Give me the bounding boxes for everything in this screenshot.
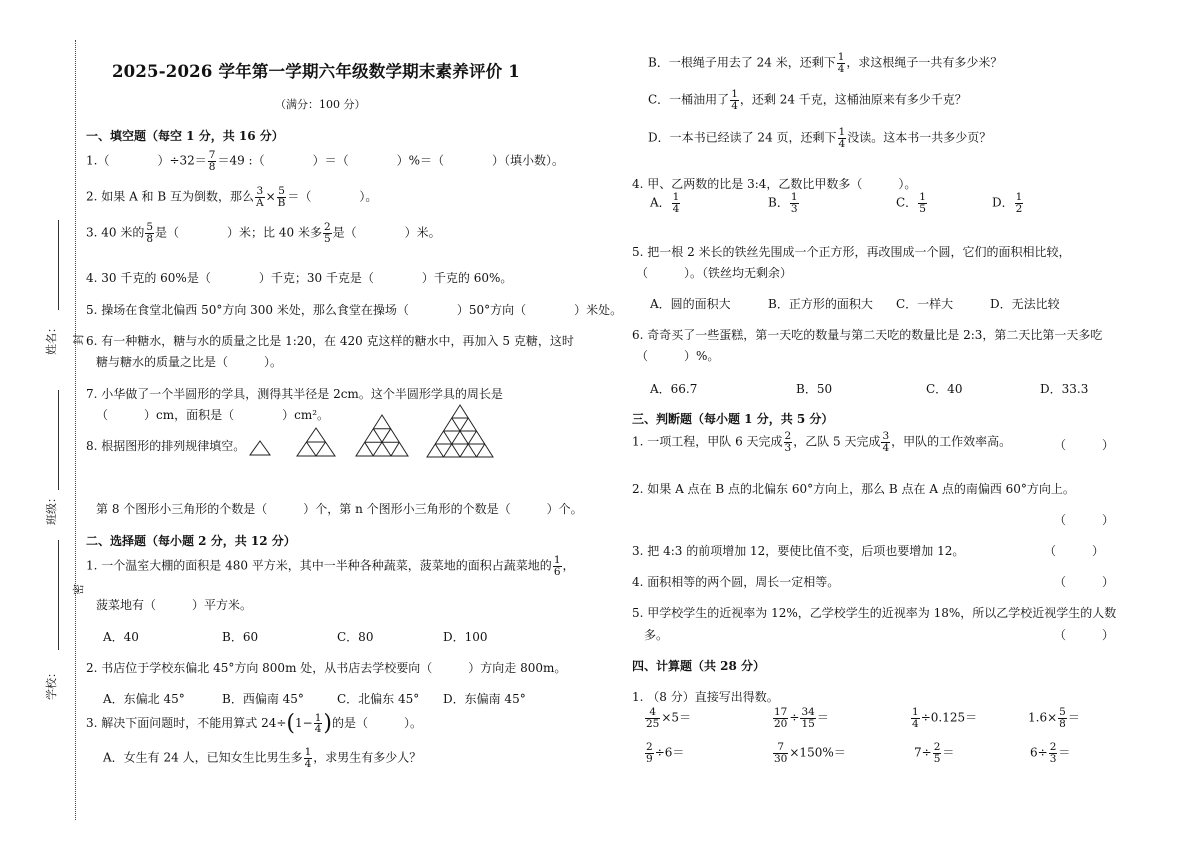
s2-q4-opt-c: C． $\frac{1}{5}$ [896, 191, 926, 215]
page-title: 2025-2026 学年第一学期六年级数学期末素养评价 1 [112, 62, 520, 81]
s3-q3: 3. 把 4:3 的前项增加 12，要使比值不变，后项也要增加 12。 [632, 544, 965, 558]
s2-q6-opt-d: D．33.3 [1040, 382, 1089, 396]
s3-q4-answer-paren[interactable]: （ ） [1054, 575, 1115, 589]
s2-q4-opt-d: D． $\frac{1}{2}$ [992, 191, 1023, 215]
s2-q1-opt-c: C．80 [337, 630, 374, 644]
full-score: （满分：100 分） [275, 98, 366, 111]
s1-q4: 4. 30 千克的 60%是（ ）千克；30 千克是（ ）千克的 60%。 [86, 271, 513, 285]
s2-q3: 3. 解决下面问题时，不能用算式 24÷(1− $\frac{1}{4}$ )的是（ ）。 [86, 711, 422, 736]
seal-mark-2: 密 [72, 584, 85, 595]
school-blank-line [58, 540, 59, 650]
s2-q5-opt-a: A．圆的面积大 [650, 297, 731, 311]
name-label: 姓名： [45, 322, 58, 355]
calc-item-1: $\frac{4}{25}$ ×5＝ [646, 706, 692, 730]
class-blank-line [58, 390, 59, 490]
s2-q1-opt-a: A．40 [103, 630, 139, 644]
s2-q2-opt-c: C．北偏东 45° [337, 692, 420, 706]
s2-q5-opt-c: C．一样大 [896, 297, 954, 311]
s1-q8-line1: 8. 根据图形的排列规律填空。 [86, 439, 246, 453]
s3-q5-line1: 5. 甲学校学生的近视率为 12%，乙学校学生的近视率为 18%，所以乙学校近视学生的人数 [632, 606, 1117, 620]
s1-q3: 3. 40 米的 $\frac{5}{8}$ 是（ ）米；比 40 米多 $\frac{2}{5}$ 是（ ）米。 [86, 221, 441, 245]
s3-q2: 2. 如果 A 点在 B 点的北偏东 60°方向上，那么 B 点在 A 点的南偏西 60°方向上。 [632, 482, 1075, 496]
s3-q1-answer-paren[interactable]: （ ） [1054, 438, 1115, 452]
section-1-header: 一、填空题（每空 1 分，共 16 分） [86, 129, 284, 143]
s2-q3-opt-c: C．一桶油用了 $\frac{1}{4}$ ，还剩 24 千克，这桶油原来有多少千克？ [648, 88, 967, 112]
s2-q1-line1: 1. 一个温室大棚的面积是 480 平方米，其中一半种各种蔬菜，菠菜地的面积占蔬菜地的 $\frac{1}{6}$ ， [86, 554, 575, 578]
s2-q5-line2: （ ）。（铁丝均无剩余） [636, 266, 793, 280]
s2-q3-opt-d: D．一本书已经读了 24 页，还剩下 $\frac{1}{4}$ 没读。这本书一共多少页？ [648, 126, 992, 150]
triangle-figure-4 [426, 404, 494, 458]
s2-q1-line2: 菠菜地有（ ）平方米。 [96, 598, 253, 612]
s1-q6-line1: 6. 有一种糖水，糖与水的质量之比是 1:20，在 420 克这样的糖水中，再加入 5 克糖，这时 [86, 334, 574, 348]
calc-item-7: 7÷ $\frac{2}{5}$ ＝ [914, 741, 955, 765]
s2-q6-opt-a: A．66.7 [650, 382, 698, 396]
s2-q3-opt-b: B．一根绳子用去了 24 米，还剩下 $\frac{1}{4}$ ，求这根绳子一共有多少米？ [648, 51, 1003, 75]
s2-q6-line2: （ ）%。 [636, 349, 720, 363]
triangle-figure-3 [355, 414, 409, 457]
triangle-figure-2 [296, 427, 336, 457]
s2-q6-line1: 6. 奇奇买了一些蛋糕，第一天吃的数量与第二天吃的数量比是 2:3，第二天比第一天多吃 [632, 328, 1103, 342]
s3-q2-answer-paren[interactable]: （ ） [1054, 513, 1115, 527]
school-label: 学校： [45, 667, 58, 700]
calc-item-6: $\frac{7}{30}$ ×150%＝ [774, 741, 846, 765]
section-4-header: 四、计算题（共 28 分） [632, 659, 766, 673]
s2-q6-opt-c: C．40 [926, 382, 963, 396]
s1-q6-line2: 糖与糖水的质量之比是（ ）。 [96, 355, 283, 369]
s2-q1-opt-b: B．60 [222, 630, 259, 644]
s1-q8-line2: 第 8 个图形小三角形的个数是（ ）个，第 n 个图形小三角形的个数是（ ）个。 [96, 502, 583, 516]
s3-q4: 4. 面积相等的两个圆，周长一定相等。 [632, 575, 840, 589]
s1-q5: 5. 操场在食堂北偏西 50°方向 300 米处，那么食堂在操场（ ）50°方向（ ）米处。 [86, 303, 623, 317]
s2-q4: 4. 甲、乙两数的比是 3:4，乙数比甲数多（ ）。 [632, 177, 917, 191]
s3-q5-line2: 多。 [644, 628, 669, 642]
s2-q4-opt-a: A． $\frac{1}{4}$ [650, 191, 680, 215]
calc-item-8: 6÷ $\frac{2}{3}$ ＝ [1030, 741, 1071, 765]
calc-item-4: 1.6× $\frac{5}{8}$ ＝ [1028, 706, 1080, 730]
calc-item-2: $\frac{17}{20}$ ÷ $\frac{34}{15}$ ＝ [774, 706, 829, 730]
calc-item-5: $\frac{2}{9}$ ÷6＝ [646, 741, 685, 765]
section-2-header: 二、选择题（每小题 2 分，共 12 分） [86, 534, 296, 548]
s1-q1: 1.（ ）÷32＝ $\frac{7}{8}$ ＝49 :（ ）＝（ ）%＝（ ）（填小数）。 [86, 149, 565, 173]
s2-q1-opt-d: D．100 [443, 630, 488, 644]
s3-q3-answer-paren[interactable]: （ ） [1044, 544, 1105, 558]
s1-q7-line2: （ ）cm，面积是（ ）cm²。 [96, 408, 330, 422]
s2-q5-opt-d: D．无法比较 [990, 297, 1060, 311]
seal-mark: 封 [72, 334, 85, 345]
name-blank-line [58, 220, 59, 310]
section-3-header: 三、判断题（每小题 1 分，共 5 分） [632, 412, 834, 426]
s3-q5-answer-paren[interactable]: （ ） [1054, 628, 1115, 642]
s2-q4-opt-b: B． $\frac{1}{3}$ [768, 191, 798, 215]
calc-item-3: $\frac{1}{4}$ ÷0.125＝ [912, 706, 978, 730]
s2-q2-opt-d: D．东偏南 45° [443, 692, 526, 706]
triangle-figure-1 [249, 440, 271, 456]
s2-q5-line1: 5. 把一根 2 米长的铁丝先围成一个正方形，再改围成一个圆，它们的面积相比较， [632, 245, 1071, 259]
s1-q2: 2. 如果 A 和 B 互为倒数，那么 $\frac{3}{A}$ × $\frac{5}{B}$ ＝（ ）。 [86, 185, 378, 209]
s2-q2: 2. 书店位于学校东偏北 45°方向 800m 处，从书店去学校要向（ ）方向走 800m。 [86, 661, 567, 675]
binding-dotted-line [75, 40, 76, 820]
s3-q1: 1. 一项工程，甲队 6 天完成 $\frac{2}{3}$ ，乙队 5 天完成 $\frac{3}{4}$ ，甲队的工作效率高。 [632, 430, 1012, 454]
class-label: 班级： [45, 492, 58, 525]
s2-q3-opt-a: A．女生有 24 人，已知女生比男生多 $\frac{1}{4}$ ，求男生有多少人？ [103, 746, 422, 770]
s4-q1: 1. （8 分）直接写出得数。 [632, 690, 779, 704]
s2-q2-opt-a: A．东偏北 45° [103, 692, 185, 706]
s2-q5-opt-b: B．正方形的面积大 [768, 297, 873, 311]
s2-q2-opt-b: B．西偏南 45° [222, 692, 304, 706]
s1-q7-line1: 7. 小华做了一个半圆形的学具，测得其半径是 2cm。这个半圆形学具的周长是 [86, 387, 503, 401]
s2-q6-opt-b: B．50 [796, 382, 833, 396]
